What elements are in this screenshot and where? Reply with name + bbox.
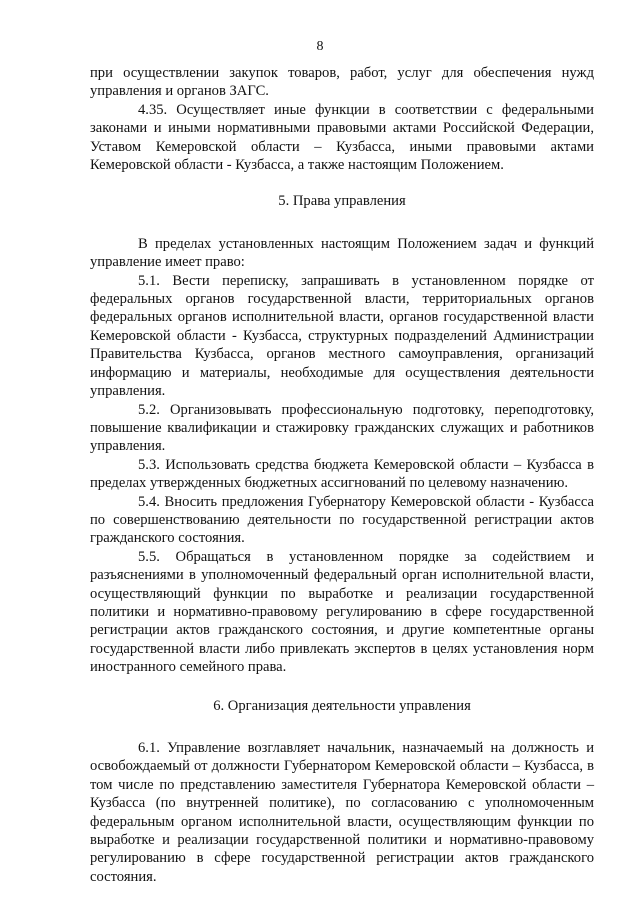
section-6-heading: 6. Организация деятельности управления	[213, 697, 471, 714]
paragraph-continuation: при осуществлении закупок товаров, работ, услуг для обеспечения нужд управления и органов ЗАГС.	[90, 65, 594, 100]
paragraph-4-35: 4.35. Осуществляет иные функции в соответствии с федеральными законами и иными нормативными правовыми актами Российской Федерации, Уставом Кемеровской области – Кузбасса, иными правовыми актами Кемеровской области - Кузбасса, а также настоящим Положением.	[90, 101, 594, 174]
paragraph-5-5: 5.5. Обращаться в установленном порядке за содействием и разъяснениями в уполномоченный федеральный орган исполнительной власти, осуществляющий функции по выработке и реализации государственной политики и нормативно-правовому регулированию в сфере государственной регистрации актов гражданского состояния, и другие компетентные органы государственной власти либо привлекать экспертов в целях установления норм иностранного семейного права.	[90, 548, 594, 676]
paragraph-6-1: 6.1. Управление возглавляет начальник, назначаемый на должность и освобождаемый от должности Губернатором Кемеровской области – Кузбасса, в том числе по представлению заместителя Губернатора Кемеровской области – Кузбасса (по внутренней политике), по согласованию с уполномоченным федеральным органом исполнительной власти, осуществляющим функции по выработке и реализации государственной политики и нормативно-правовому регулированию в сфере государственной регистрации актов гражданского состояния.	[90, 740, 594, 885]
document-body	[90, 64, 594, 886]
paragraph-5-1: 5.1. Вести переписку, запрашивать в установленном порядке от федеральных органов государственной власти, территориальных органов федеральных органов исполнительной власти, органов государственной власти Кемеровской области - Кузбасса, структурных подразделений Администрации Правительства Кузбасса, органов местного самоуправления, организаций информацию и материалы, необходимые для осуществления деятельности управления.	[90, 272, 594, 400]
paragraph-5-4: 5.4. Вносить предложения Губернатору Кемеровской области - Кузбасса по совершенствованию деятельности по государственной регистрации актов гражданского состояния.	[90, 493, 594, 547]
page-number: 8	[316, 39, 324, 54]
section-5-intro: В пределах установленных настоящим Положением задач и функций управление имеет право:	[90, 235, 594, 271]
paragraph-5-2: 5.2. Организовывать профессиональную подготовку, переподготовку, повышение квалификации и стажировку гражданских служащих и работников управления.	[90, 401, 594, 455]
paragraph-5-3: 5.3. Использовать средства бюджета Кемеровской области – Кузбасса в пределах утвержденных бюджетных ассигнований по целевому назначению.	[90, 456, 594, 492]
section-5-heading: 5. Права управления	[278, 193, 406, 210]
